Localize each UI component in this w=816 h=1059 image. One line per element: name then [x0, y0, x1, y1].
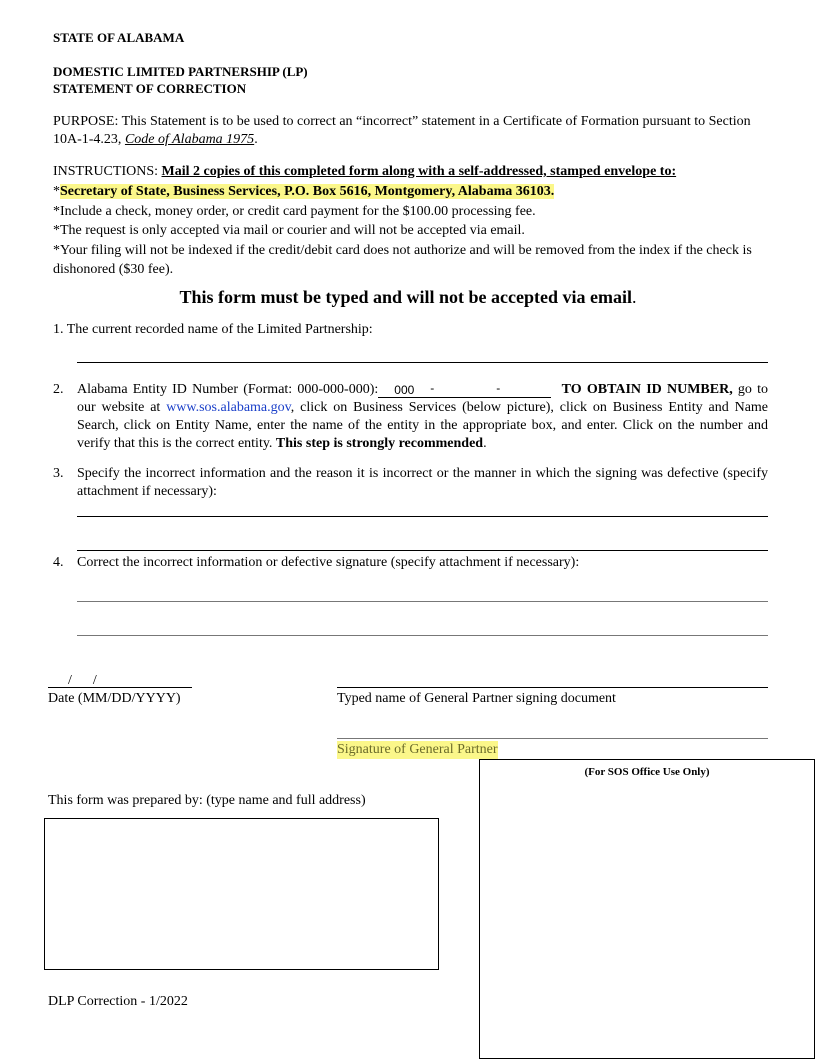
prepared-by-label: This form was prepared by: (type name and full address)	[48, 793, 366, 808]
sos-website-link[interactable]: www.sos.alabama.gov	[166, 400, 291, 415]
typed-name-field[interactable]	[337, 687, 768, 688]
sos-office-use-box	[479, 759, 815, 1059]
form-title-line2: STATEMENT OF CORRECTION	[53, 81, 247, 96]
date-field[interactable]	[48, 687, 192, 688]
prepared-by-box[interactable]	[44, 818, 439, 970]
form-footer: DLP Correction - 1/2022	[48, 994, 188, 1009]
item2: 2. Alabama Entity ID Number (Format: 000-000-000): 000 - - TO OBTAIN ID NUMBER, go to our website at www.sos.alabama.gov, click on Business Services (below picture), click on Business Entity and Name Search, click on Entity Name, enter the name of the entity in the appropriate box, and enter. Click on the number and verify that this is the correct entity. This step is strongly recommended.	[53, 381, 769, 451]
typed-name-label: Typed name of General Partner signing document	[337, 691, 616, 706]
code-reference: Code of Alabama 1975	[124, 132, 255, 147]
state-title: STATE OF ALABAMA	[53, 30, 185, 45]
fee-instruction: *Include a check, money order, or credit card payment for the $100.00 processing fee.	[53, 204, 536, 219]
item4-label: Correct the incorrect information or defective signature (specify attachment if necessary):	[77, 555, 580, 570]
item3: 3. Specify the incorrect information and the reason it is incorrect or the manner in which the signing was defective (specify attachment if necessary):	[53, 466, 768, 499]
sos-office-use-label: (For SOS Office Use Only)	[584, 766, 710, 778]
correction-field-1[interactable]	[77, 601, 768, 602]
entity-id-field[interactable]: 000 - -	[378, 381, 551, 398]
item3-label: Specify the incorrect information and the reason it is incorrect or the manner in which the signing was defective (specify attachment if necessary):	[77, 466, 768, 499]
mailing-address: Secretary of State, Business Services, P.O. Box 5616, Montgomery, Alabama 36103.	[60, 184, 555, 199]
correction-field-2[interactable]	[77, 635, 768, 636]
item1-label: 1. The current recorded name of the Limited Partnership:	[53, 322, 373, 337]
instructions-label: INSTRUCTIONS:	[53, 164, 162, 179]
indexing-instruction: *Your filing will not be indexed if the credit/debit card does not authorize and will be removed from the index if the check is dishonored ($30 fee).	[53, 243, 752, 277]
signature-label: Signature of General Partner	[337, 742, 498, 757]
date-label: Date (MM/DD/YYYY)	[48, 691, 181, 706]
incorrect-info-field-2[interactable]	[77, 550, 768, 551]
address-line: *Secretary of State, Business Services, P.O. Box 5616, Montgomery, Alabama 36103.	[53, 184, 555, 199]
mail-instructions: Mail 2 copies of this completed form along with a self-addressed, stamped envelope to:	[161, 164, 677, 179]
typed-notice: This form must be typed and will not be accepted via email.	[179, 287, 637, 307]
strong-recommendation: This step is strongly recommended	[275, 436, 484, 451]
mail-only-instruction: *The request is only accepted via mail or courier and will not be accepted via email.	[53, 223, 525, 238]
purpose-text: PURPOSE: This Statement is to be used to correct an “incorrect” statement in a Certificate of Formation pursuant to Section 10A-1-4.23,	[53, 114, 751, 147]
entity-name-field[interactable]	[77, 362, 768, 363]
item4: 4. Correct the incorrect information or defective signature (specify attachment if necessary):	[53, 554, 768, 572]
form-title-line1: DOMESTIC LIMITED PARTNERSHIP (LP)	[53, 64, 308, 79]
entity-id-prefill: 000	[394, 383, 415, 397]
entity-id-label: Alabama Entity ID Number (Format: 000-000-000):	[77, 382, 379, 397]
incorrect-info-field-1[interactable]	[77, 516, 768, 517]
obtain-id-heading: TO OBTAIN ID NUMBER,	[561, 382, 733, 397]
signature-field[interactable]	[337, 738, 768, 739]
purpose-paragraph: PURPOSE: This Statement is to be used to correct an “incorrect” statement in a Certificate of Formation pursuant to Section 10A-1-4.23, Code of Alabama 1975.	[53, 114, 751, 147]
instructions-line	[53, 163, 768, 181]
date-slashes: / /	[68, 673, 97, 688]
